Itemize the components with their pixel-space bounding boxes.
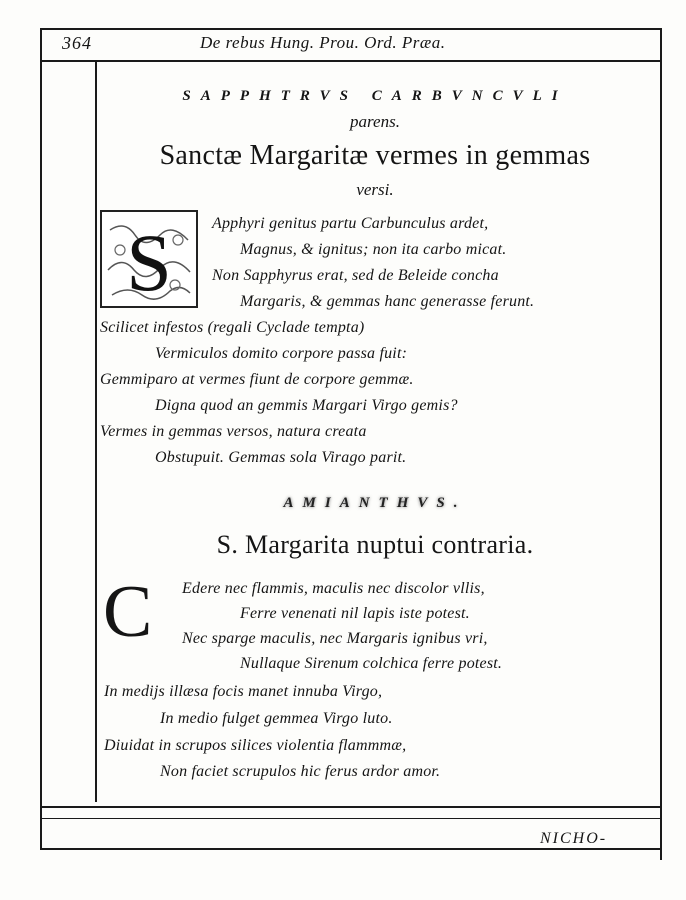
verse-line: Vermiculos domito corpore passa fuit: — [155, 345, 408, 362]
section2-heading-caps: AMIANTHVS. — [283, 495, 467, 511]
verse-line: Diuidat in scrupos silices violentia flammmæ, — [104, 737, 407, 754]
section1-heading-sub: parens. — [350, 112, 400, 131]
section1-title: Sanctæ Margaritæ vermes in gemmas — [159, 140, 591, 171]
verse-line: Margaris, & gemmas hanc generasse ferunt. — [240, 293, 535, 310]
verse-line: Non faciet scrupulos hic ferus ardor amor. — [160, 763, 441, 780]
verse-line: Nec sparge maculis, nec Margaris ignibus vri, — [182, 630, 488, 647]
verse-line: Scilicet infestos (regali Cyclade tempta) — [100, 319, 365, 336]
verse-line: Edere nec flammis, maculis nec discolor vllis, — [182, 580, 485, 597]
verse-line: Gemmiparo at vermes fiunt de corpore gemmæ. — [100, 371, 414, 388]
verse-line: Apphyri genitus partu Carbunculus ardet, — [212, 215, 489, 232]
frame-bottom-rule-2 — [40, 818, 662, 819]
section1-title-line2: versi. — [356, 180, 394, 199]
verse-line: Digna quod an gemmis Margari Virgo gemis? — [155, 397, 458, 414]
page-bottom-rule — [40, 848, 662, 850]
frame-right-rule — [660, 28, 662, 860]
section1-heading-caps: SAPPHTRVS CARBVNCVLI — [182, 88, 568, 104]
page-number: 364 — [62, 33, 92, 53]
catchword: NICHO- — [540, 830, 608, 847]
verse-line: Magnus, & ignitus; non ita carbo micat. — [240, 241, 507, 258]
page-header — [40, 30, 660, 58]
running-head: De rebus Hung. Prou. Ord. Præa. — [200, 33, 446, 52]
verse-line: Non Sapphyrus erat, sed de Beleide concha — [212, 267, 499, 284]
frame-bottom-rule — [40, 806, 662, 808]
drop-cap-c: C — [103, 571, 153, 653]
verse-line: Nullaque Sirenum colchica ferre potest. — [240, 655, 503, 672]
verse-line: Obstupuit. Gemmas sola Virago parit. — [155, 449, 407, 466]
verse-line: Vermes in gemmas versos, natura creata — [100, 423, 367, 440]
verse-line: In medijs illæsa focis manet innuba Virgo, — [104, 683, 383, 700]
section2-title: S. Margarita nuptui contraria. — [216, 530, 534, 559]
svg-text:S: S — [126, 217, 172, 308]
decorated-initial-s — [100, 210, 198, 308]
verse-line: In medio fulget gemmea Virgo luto. — [160, 710, 393, 727]
frame-header-rule — [40, 60, 662, 62]
frame-left-rule — [40, 28, 42, 848]
inner-left-rule — [95, 62, 97, 802]
verse-line: Ferre venenati nil lapis iste potest. — [240, 605, 470, 622]
